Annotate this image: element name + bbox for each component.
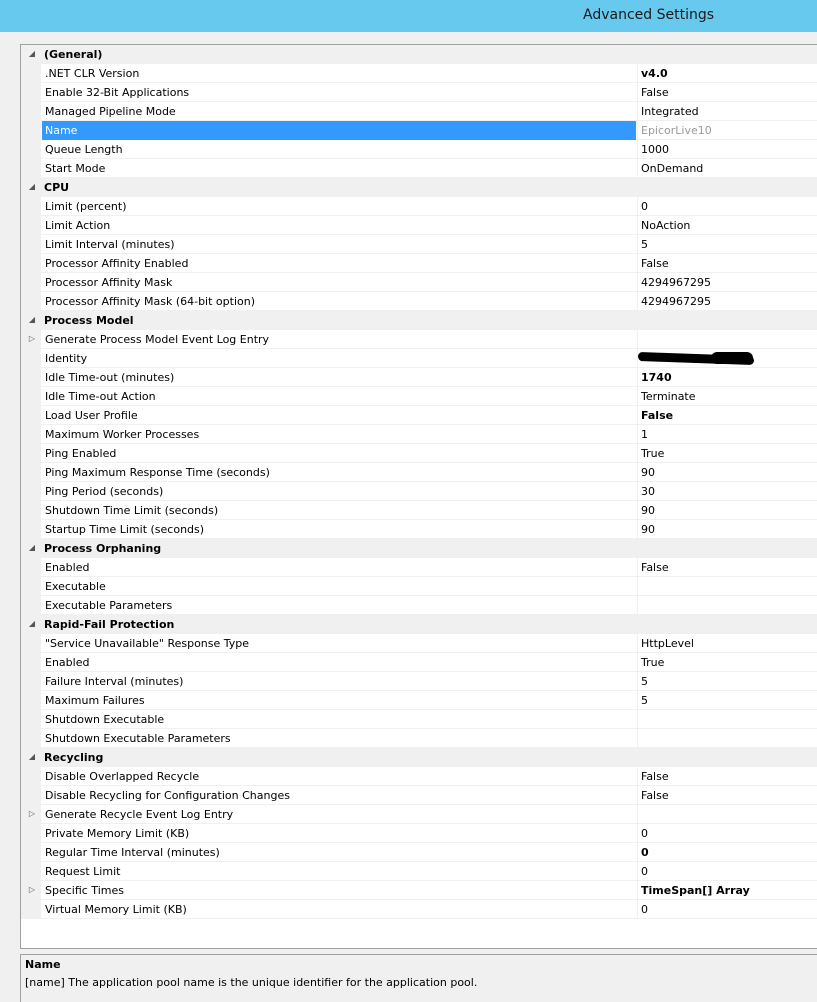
row-gutter [21,520,41,539]
property-row-idle-time-out-action[interactable] [21,387,817,406]
property-row-limit-percent[interactable] [21,197,817,216]
property-value[interactable] [637,330,817,349]
property-name: Failure Interval (minutes) [45,675,184,688]
window-title: Advanced Settings [583,7,715,23]
row-gutter [21,311,41,330]
row-gutter [21,862,41,881]
property-name: Executable Parameters [45,599,173,612]
property-name: Enabled [45,656,90,669]
row-gutter [21,444,41,463]
property-value[interactable]: NoAction [637,216,817,235]
row-gutter [21,140,41,159]
property-value[interactable]: 0 [637,824,817,843]
property-row-specific-times[interactable] [21,881,817,900]
property-row-service-unavailable-response-type[interactable] [21,634,817,653]
property-row-limit-action[interactable] [21,216,817,235]
property-value[interactable]: EpicorLive10 [637,121,817,140]
property-row-generate-process-model-event-log-entry[interactable] [21,330,817,349]
expand-triangle-icon[interactable]: ▷ [28,885,36,894]
property-name: "Service Unavailable" Response Type [45,637,250,650]
row-gutter [21,881,41,900]
property-row-maximum-worker-processes[interactable] [21,425,817,444]
row-gutter [21,482,41,501]
property-name: Processor Affinity Enabled [45,257,189,270]
row-gutter [21,45,41,64]
property-name: Shutdown Executable [45,713,165,726]
row-gutter [21,596,41,615]
property-row-net-clr-version[interactable] [21,64,817,83]
property-row-shutdown-executable-parameters[interactable] [21,729,817,748]
property-row-startup-time-limit-seconds[interactable] [21,520,817,539]
property-name: Enable 32-Bit Applications [45,86,190,99]
category-process-orphaning[interactable] [21,539,817,558]
expand-triangle-icon[interactable]: ▷ [28,809,36,818]
row-gutter [21,330,41,349]
property-name: Processor Affinity Mask [45,276,173,289]
property-row-request-limit[interactable] [21,862,817,881]
property-row-processor-affinity-enabled[interactable] [21,254,817,273]
property-value[interactable]: True [637,653,817,672]
property-row-shutdown-executable[interactable] [21,710,817,729]
property-value[interactable]: False [637,558,817,577]
property-row-processor-affinity-mask[interactable] [21,273,817,292]
property-value[interactable] [637,710,817,729]
property-name: Disable Overlapped Recycle [45,770,200,783]
property-name: Specific Times [45,884,124,897]
property-name: Maximum Worker Processes [45,428,200,441]
property-value[interactable]: 1740 [637,368,817,387]
collapse-triangle-icon[interactable]: ◢ [28,182,36,191]
property-value[interactable]: 90 [637,501,817,520]
property-value[interactable]: False [637,786,817,805]
property-name: Processor Affinity Mask (64-bit option) [45,295,255,308]
property-name: Idle Time-out Action [45,390,156,403]
property-value[interactable]: 5 [637,235,817,254]
property-name: Generate Recycle Event Log Entry [45,808,234,821]
property-value[interactable]: 0 [637,900,817,919]
row-gutter [21,767,41,786]
property-value[interactable] [637,729,817,748]
property-row-executable-parameters[interactable] [21,596,817,615]
property-value[interactable]: False [637,406,817,425]
row-gutter [21,292,41,311]
row-gutter [21,425,41,444]
property-value[interactable]: False [637,254,817,273]
property-name: Queue Length [45,143,123,156]
row-gutter [21,235,41,254]
category-label: CPU [44,181,70,194]
row-gutter [21,83,41,102]
property-value[interactable]: 4294967295 [637,273,817,292]
property-row-ping-enabled[interactable] [21,444,817,463]
property-row-load-user-profile[interactable] [21,406,817,425]
property-row-idle-time-out-minutes[interactable] [21,368,817,387]
property-value[interactable]: 0 [637,843,817,862]
property-row-maximum-failures[interactable] [21,691,817,710]
row-gutter [21,843,41,862]
property-row-shutdown-time-limit-seconds[interactable] [21,501,817,520]
property-row-managed-pipeline-mode[interactable] [21,102,817,121]
property-value[interactable]: 5 [637,691,817,710]
property-value[interactable]: 0 [637,197,817,216]
collapse-triangle-icon[interactable]: ◢ [28,49,36,58]
property-name: Disable Recycling for Configuration Changes [45,789,290,802]
row-gutter [21,729,41,748]
description-title: Name [25,958,61,971]
row-gutter [21,159,41,178]
property-value[interactable]: HttpLevel [637,634,817,653]
property-value[interactable]: 5 [637,672,817,691]
expand-triangle-icon[interactable]: ▷ [28,334,36,343]
property-row-virtual-memory-limit-kb[interactable] [21,900,817,919]
row-gutter [21,406,41,425]
property-name: Identity [45,352,88,365]
row-gutter [21,900,41,919]
property-name: Name [42,121,636,140]
row-gutter [21,273,41,292]
property-name: Private Memory Limit (KB) [45,827,190,840]
property-name: Shutdown Time Limit (seconds) [45,504,219,517]
property-name: Ping Period (seconds) [45,485,164,498]
property-value[interactable]: 30 [637,482,817,501]
row-gutter [21,691,41,710]
description-panel [20,954,817,1002]
row-gutter [21,387,41,406]
property-value[interactable]: True [637,444,817,463]
property-name: Maximum Failures [45,694,145,707]
property-value[interactable]: 90 [637,520,817,539]
property-row-start-mode[interactable] [21,159,817,178]
row-gutter [21,653,41,672]
property-row-disable-recycling-for-configuration-changes[interactable] [21,786,817,805]
property-row-enable-32-bit-applications[interactable] [21,83,817,102]
category-label: Recycling [44,751,104,764]
category-process-model[interactable] [21,311,817,330]
title-bar[interactable] [0,0,817,32]
row-gutter [21,368,41,387]
category-label: (General) [44,48,103,61]
property-name: Startup Time Limit (seconds) [45,523,205,536]
row-gutter [21,349,41,368]
property-name: Shutdown Executable Parameters [45,732,231,745]
property-grid[interactable] [20,44,817,949]
property-row-private-memory-limit-kb[interactable] [21,824,817,843]
property-name: Ping Enabled [45,447,117,460]
property-row-identity[interactable] [21,349,817,368]
property-row-name[interactable] [21,121,817,140]
row-gutter [21,558,41,577]
row-gutter [21,805,41,824]
property-name: Limit Action [45,219,111,232]
property-name: .NET CLR Version [45,67,140,80]
property-row-executable[interactable] [21,577,817,596]
row-gutter [21,121,41,140]
row-gutter [21,197,41,216]
row-gutter [21,710,41,729]
property-name: Generate Process Model Event Log Entry [45,333,270,346]
property-value[interactable]: 1 [637,425,817,444]
row-gutter [21,216,41,235]
property-name: Idle Time-out (minutes) [45,371,175,384]
property-row-queue-length[interactable] [21,140,817,159]
property-row-ping-maximum-response-time-seconds[interactable] [21,463,817,482]
property-value[interactable] [637,577,817,596]
property-row-regular-time-interval-minutes[interactable] [21,843,817,862]
category-general[interactable] [21,45,817,64]
row-gutter [21,672,41,691]
description-text: [name] The application pool name is the unique identifier for the application pool. [25,976,478,989]
property-row-limit-interval-minutes[interactable] [21,235,817,254]
property-row-disable-overlapped-recycle[interactable] [21,767,817,786]
category-label: Process Orphaning [44,542,162,555]
property-name: Start Mode [45,162,106,175]
property-value[interactable] [637,596,817,615]
collapse-triangle-icon[interactable]: ◢ [28,543,36,552]
property-name: Virtual Memory Limit (KB) [45,903,187,916]
row-gutter [21,539,41,558]
row-gutter [21,615,41,634]
property-value[interactable]: Integrated [637,102,817,121]
property-row-enabled[interactable] [21,653,817,672]
property-row-failure-interval-minutes[interactable] [21,672,817,691]
property-name: Ping Maximum Response Time (seconds) [45,466,270,479]
row-gutter [21,64,41,83]
row-gutter [21,748,41,767]
property-value[interactable]: TimeSpan[] Array [637,881,817,900]
property-row-generate-recycle-event-log-entry[interactable] [21,805,817,824]
property-value[interactable]: OnDemand [637,159,817,178]
row-gutter [21,178,41,197]
property-name: Executable [45,580,106,593]
category-rapid-fail-protection[interactable] [21,615,817,634]
property-value[interactable] [637,805,817,824]
property-name: Limit (percent) [45,200,127,213]
property-value[interactable]: 90 [637,463,817,482]
row-gutter [21,463,41,482]
row-gutter [21,577,41,596]
category-recycling[interactable] [21,748,817,767]
property-name: Managed Pipeline Mode [45,105,176,118]
property-name: Request Limit [45,865,121,878]
row-gutter [21,254,41,273]
property-value[interactable]: 4294967295 [637,292,817,311]
row-gutter [21,102,41,121]
collapse-triangle-icon[interactable]: ◢ [28,752,36,761]
collapse-triangle-icon[interactable]: ◢ [28,315,36,324]
property-name: Limit Interval (minutes) [45,238,175,251]
property-row-processor-affinity-mask-64-bit-option[interactable] [21,292,817,311]
property-value[interactable]: False [637,767,817,786]
property-value[interactable]: False [637,83,817,102]
property-row-enabled[interactable] [21,558,817,577]
property-name: Load User Profile [45,409,138,422]
redaction-mark [711,352,753,364]
property-name: Regular Time Interval (minutes) [45,846,220,859]
collapse-triangle-icon[interactable]: ◢ [28,619,36,628]
property-value[interactable]: Terminate [637,387,817,406]
row-gutter [21,501,41,520]
category-label: Rapid-Fail Protection [44,618,175,631]
property-value[interactable]: v4.0 [637,64,817,83]
row-gutter [21,824,41,843]
category-label: Process Model [44,314,134,327]
category-cpu[interactable] [21,178,817,197]
property-value[interactable]: 1000 [637,140,817,159]
property-name: Enabled [45,561,90,574]
property-value[interactable]: 0 [637,862,817,881]
row-gutter [21,786,41,805]
property-row-ping-period-seconds[interactable] [21,482,817,501]
row-gutter [21,634,41,653]
